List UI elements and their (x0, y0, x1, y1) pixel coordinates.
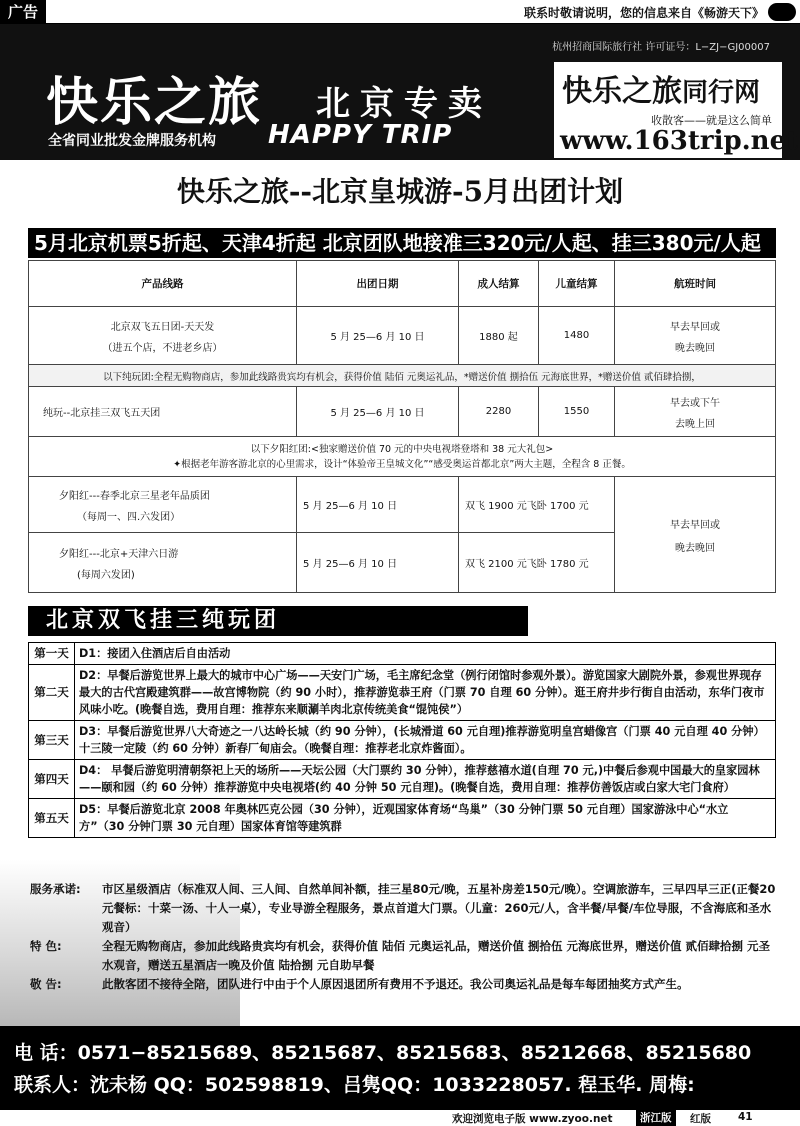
day-label: 第三天 (29, 721, 75, 760)
price-cell: 双飞 2100 元飞卧 1780 元 (459, 533, 615, 593)
magazine-logo-icon (768, 3, 796, 21)
promo-banner: 5月北京机票5折起、天津4折起 北京团队地接准三320元/人起、挂三380元/人起 (28, 228, 776, 258)
page-title: 快乐之旅--北京皇城游-5月出团计划 (176, 175, 624, 208)
table-row (29, 387, 776, 437)
peer-slogan: 收散客——就是这么简单 (651, 114, 772, 127)
day-description: D1：接团入住酒店后自由活动 (75, 643, 776, 665)
col-child: 儿童结算 (539, 261, 615, 307)
brand-subtitle: 全省同业批发金牌服务机构 (48, 133, 216, 149)
date-cell: 5 月 25—6 月 10 日 (297, 533, 459, 593)
table-row (29, 477, 776, 533)
day-label: 第四天 (29, 760, 75, 799)
col-route: 产品线路 (29, 261, 297, 307)
service-text: 市区星级酒店（标准双人间、三人间、自然单间补额，挂三星80元/晚，五星补房差150元/晚）。空调旅游车，三早四早三正(正餐20元餐标：十菜一汤、十人一桌），专业导游全程服务，景点首道大门票。（儿童：260元/人，含半餐/早餐/车位导服，不含海底和圣水观音） (102, 882, 776, 934)
service-row (30, 975, 778, 994)
source-note: 联系时敬请说明，您的信息来自《畅游天下》 (523, 6, 764, 20)
price-cell: 双飞 1900 元飞卧 1700 元 (459, 477, 615, 533)
peer-network-box (554, 62, 799, 158)
footer-website[interactable]: 欢迎浏览电子版 www.zyoo.net (452, 1113, 613, 1125)
license-number: 杭州招商国际旅行社 许可证号：L−ZJ−GJ00007 (552, 42, 770, 53)
footer-region: 浙江版 (636, 1110, 676, 1126)
table-note-row (29, 437, 776, 477)
itinerary-row (29, 665, 776, 721)
day-label: 第一天 (29, 643, 75, 665)
flight-time-2: 晚去晚回 (675, 342, 715, 354)
adult-price: 1880 起 (459, 307, 539, 365)
beijing-specialty: 北京专卖 (316, 84, 492, 124)
itinerary-row (29, 799, 776, 838)
route-note: (每周六发团) (77, 569, 135, 581)
header-banner (0, 24, 800, 160)
phone-numbers: 电 话：0571−85215689、85215687、85215683、85212668、85215680 (14, 1042, 752, 1064)
route-note: （进五个店，不进老乡店） (102, 342, 223, 354)
footer (0, 1110, 800, 1126)
child-price: 1550 (539, 387, 615, 437)
sunset-tour-note: 以下夕阳红团:<独家赠送价值 70 元的中央电视塔登塔和 38 元大礼包> (250, 443, 554, 455)
happy-trip-logo: HAPPY TRIP (268, 120, 453, 150)
service-row (30, 880, 778, 937)
day-description: D5：早餐后游览北京 2008 年奥林匹克公园（30 分钟），近观国家体育场“鸟巢”（30 分钟门票 50 元自理）国家游泳中心“水立方”（30 分钟门票 30 元自理）国家体育馆等建筑群 (75, 799, 776, 838)
route-note: （每周一、四.六发团） (77, 511, 181, 523)
col-adult: 成人结算 (459, 261, 539, 307)
itinerary-row (29, 721, 776, 760)
itinerary-row (29, 643, 776, 665)
day-label: 第五天 (29, 799, 75, 838)
adult-price: 2280 (459, 387, 539, 437)
day-label: 第二天 (29, 665, 75, 721)
pure-tour-note: 以下纯玩团:全程无购物商店，参加此线路贵宾均有机会，获得价值 陆佰 元奥运礼品，*赠送价值 捌拾伍 元海底世界，*赠送价值 贰佰肆拾捌， (29, 365, 776, 387)
route-name: 夕阳红---春季北京三星老年品质团 (59, 490, 210, 502)
service-label: 服务承诺: (30, 882, 81, 896)
route-name: 夕阳红---北京+天津六日游 (59, 548, 179, 560)
service-terms (30, 880, 778, 994)
day-description: D3：早餐后游览世界八大奇迹之一八达岭长城（约 90 分钟），(长城滑道 60 元自理)推荐游览明皇宫蜡像宫（门票 40 元自理 40 分钟）十三陵一定陵（约 60 分钟）新春厂甸庙会。（晚餐自理：推荐老北京炸酱面）。 (75, 721, 776, 760)
contact-persons: 联系人：沈未杨 QQ：502598819、吕隽QQ：1033228057. 程玉华. 周梅: (14, 1074, 695, 1096)
table-row (29, 307, 776, 365)
col-date: 出团日期 (297, 261, 459, 307)
col-flight: 航班时间 (615, 261, 776, 307)
route-name: 纯玩--北京挂三双飞五天团 (29, 387, 297, 437)
flight-time-2: 去晚上回 (675, 418, 715, 430)
date-cell: 5 月 25—6 月 10 日 (297, 477, 459, 533)
peer-url-link[interactable]: www.163trip.net (560, 126, 799, 156)
route-name: 北京双飞五日团-天天发 (110, 321, 215, 333)
peer-network-title: 快乐之旅同行网 (562, 74, 761, 109)
flight-time: 早去或下午 (670, 397, 720, 409)
flight-time-2: 晚去晚回 (675, 542, 715, 554)
child-price: 1480 (539, 307, 615, 365)
sunset-tour-theme: ✦根据老年游客游北京的心里需求，设计“体验帝王皇城文化”“感受奥运首都北京”两大主题，全程含 8 正餐。 (173, 458, 631, 470)
service-text: 全程无购物商店，参加此线路贵宾均有机会，获得价值 陆佰 元奥运礼品，赠送价值 捌拾伍 元海底世界，赠送价值 贰佰肆拾捌 元圣水观音，赠送五星酒店一晚及价值 陆拾捌 元自助早餐 (102, 939, 771, 972)
itinerary-table (28, 642, 776, 838)
tour-price-table (28, 260, 776, 593)
footer-version: 红版 (690, 1113, 711, 1125)
contact-bar (0, 1026, 800, 1110)
service-label: 特 色: (30, 939, 62, 953)
page-number: 41 (738, 1111, 753, 1123)
service-label: 敬 告: (30, 977, 62, 991)
day-description: D4： 早餐后游览明清朝祭祀上天的场所——天坛公园（大门票约 30 分钟），推荐慈禧水道(自理 70 元,)中餐后参观中国最大的皇家园林——颐和园（约 60 分钟）推荐游览中央电视塔(约 40 分钟 50 元自理)。(晚餐自选，费用自理：推荐仿善饭店或白家大宅门食府） (75, 760, 776, 799)
brand-logo: 快乐之旅 (46, 72, 263, 133)
service-row (30, 937, 778, 975)
flight-time: 早去早回或 (670, 321, 720, 333)
flight-time: 早去早回或 (670, 519, 720, 531)
service-text: 此散客团不接待全陪，团队进行中由于个人原因退团所有费用不予退还。我公司奥运礼品是每车每团抽奖方式产生。 (102, 977, 689, 991)
table-header-row (29, 261, 776, 307)
itinerary-row (29, 760, 776, 799)
day-description: D2：早餐后游览世界上最大的城市中心广场——天安门广场，毛主席纪念堂（例行闭馆时参观外景）。游览国家大剧院外景，参观世界现存最大的古代宫殿建筑群——故宫博物院（约 90 小时），推荐游览恭王府（门票 70 自理 60 分钟）。逛王府井步行街自由活动，东华门夜市风味小吃。(晚餐自选，费用自理：推荐东来顺涮羊肉北京传统美食“馄饨侯”） (75, 665, 776, 721)
date-cell: 5 月 25—6 月 10 日 (297, 307, 459, 365)
date-cell: 5 月 25—6 月 10 日 (297, 387, 459, 437)
section-heading: 北京双飞挂三纯玩团 (28, 606, 528, 636)
top-bar (0, 0, 800, 24)
ad-tag: 广告 (0, 0, 46, 24)
table-note-row (29, 365, 776, 387)
